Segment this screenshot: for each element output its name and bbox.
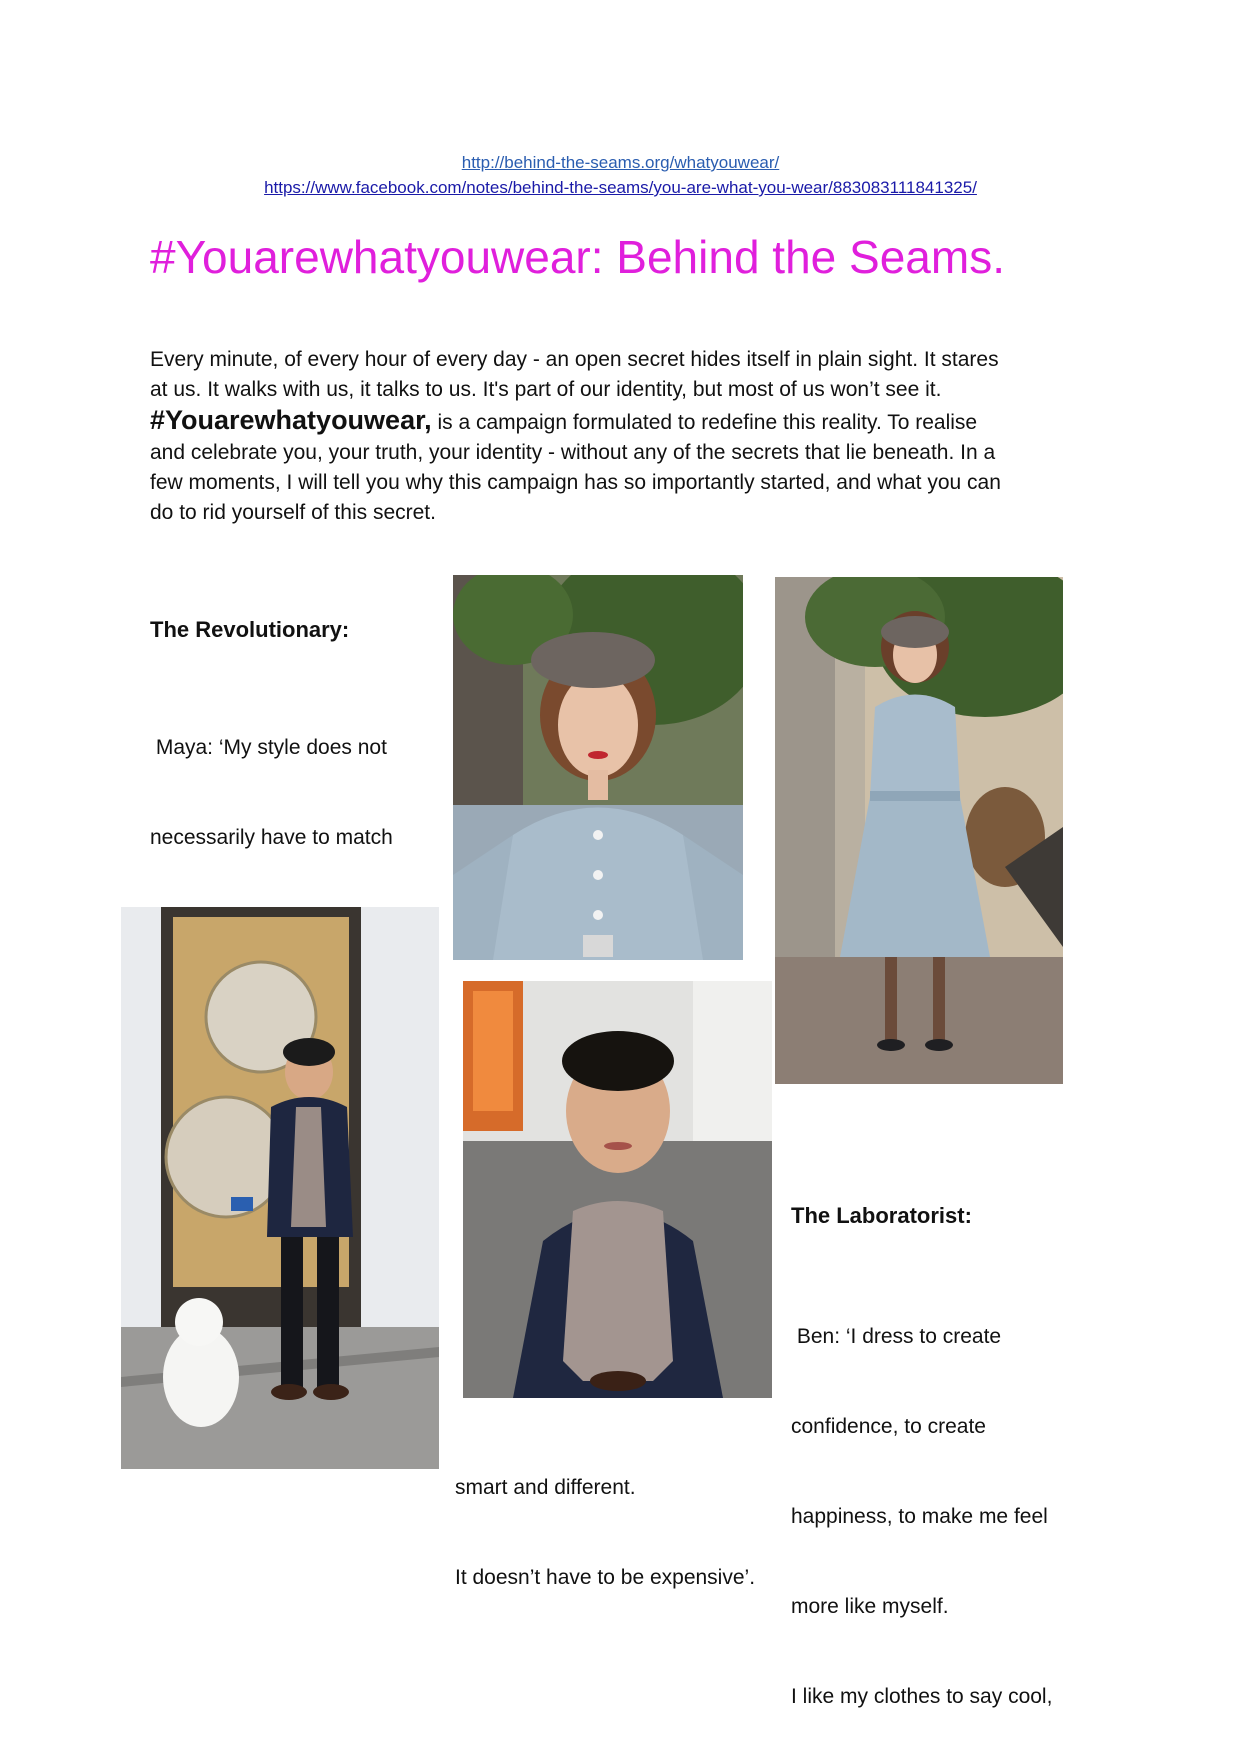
source-links [0,150,1241,200]
intro-line [150,405,1100,438]
quote-line: Ben: ‘I dress to create [791,1325,1002,1348]
quote-line: Maya: ‘My style does not [150,736,387,759]
intro-line: few moments, I will tell you why this campaign has so importantly started, and what you can [150,471,1001,494]
maya-full-length-photo [775,577,1063,1084]
source-link-website[interactable]: http://behind-the-seams.org/whatyouwear/ [461,153,780,172]
laboratorist-quote-continued [455,1413,855,1623]
quote-line: smart and different. [455,1476,636,1499]
quote-line: confidence, to create [791,1415,986,1438]
quote-line: I like my clothes to say cool, [791,1685,1053,1708]
quote-line: more like myself. [791,1595,949,1618]
intro-line: at us. It walks with us, it talks to us. It's part of our identity, but most of us won’t see it. [150,378,942,401]
intro-paragraph [150,345,1100,528]
revolutionary-heading: The Revolutionary: [150,617,350,642]
quote-line: happiness, to make me feel [791,1505,1048,1528]
quote-line: necessarily have to match [150,826,393,849]
intro-line-text: is a campaign formulated to redefine this reality. To realise [431,411,978,434]
intro-line: and celebrate you, your truth, your identity - without any of the secrets that lie beneath. In a [150,441,996,464]
quote-line: It doesn’t have to be expensive’. [455,1566,756,1589]
source-link-facebook[interactable]: https://www.facebook.com/notes/behind-the-seams/you-are-what-you-wear/883083111841325/ [264,178,977,197]
ben-selfie-photo [463,981,772,1398]
ben-with-dog-photo [121,907,439,1469]
intro-line: do to rid yourself of this secret. [150,501,436,524]
laboratorist-heading: The Laboratorist: [791,1203,972,1228]
maya-selfie-photo [453,575,743,960]
page-title: #Youarewhatyouwear: Behind the Seams. [150,231,1005,283]
intro-line: Every minute, of every hour of every day - an open secret hides itself in plain sight. It stares [150,348,999,371]
campaign-hashtag: #Youarewhatyouwear, [150,405,432,435]
